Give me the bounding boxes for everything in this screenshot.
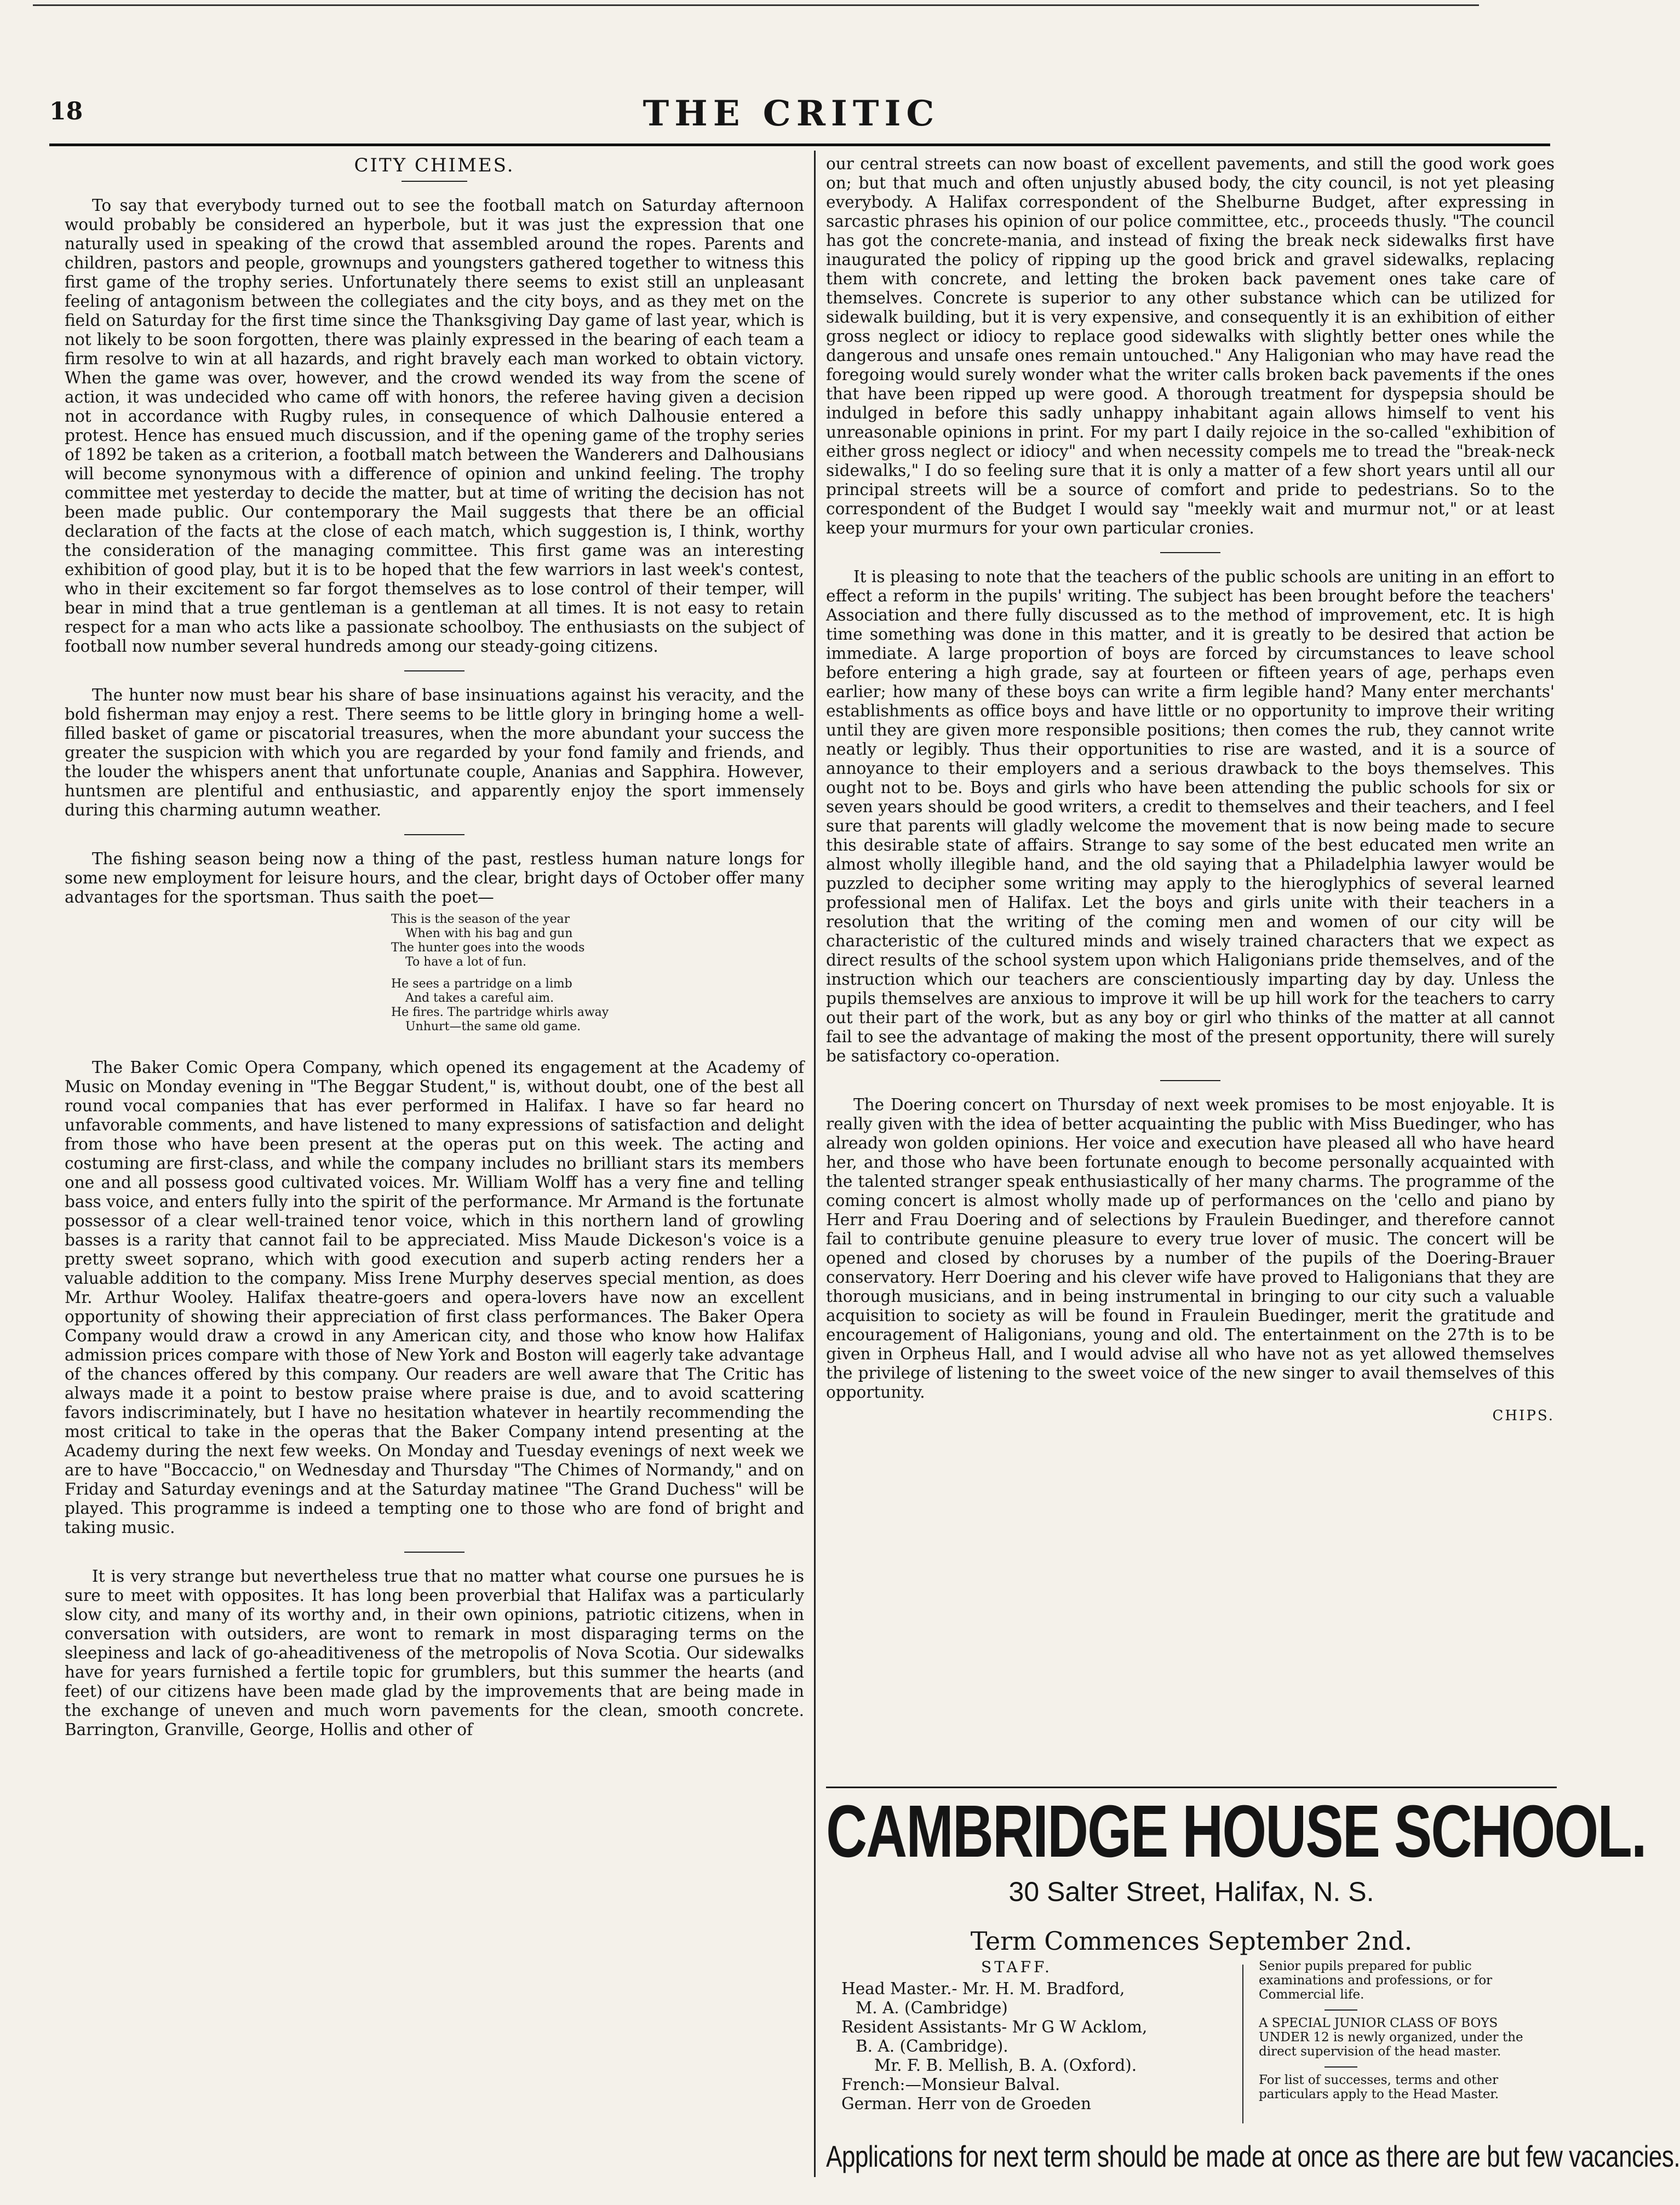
staff-line: Resident Assistants- Mr G W Acklom, <box>841 2018 1148 2036</box>
applications-notice: Applications for next term should be made at once as there are but few vacancies. <box>826 2140 1680 2174</box>
ad-details <box>826 1959 1557 2123</box>
staff-entry <box>841 2018 1192 2056</box>
school-address: 30 Salter Street, Halifax, N. S. <box>1008 1876 1374 1907</box>
staff-line: French:—Monsieur Balval. <box>841 2075 1060 2094</box>
staff-line: German. Herr von de Groeden <box>841 2094 1091 2113</box>
poem-line: He sees a partridge on a limb <box>391 977 572 991</box>
note-senior: Senior pupils prepared for public examinations and professions, or for Commercial life. <box>1259 1959 1493 2002</box>
poem-line: To have a lot of fun. <box>405 955 527 969</box>
header-rule <box>49 143 1550 146</box>
page-number: 18 <box>49 97 83 125</box>
staff-entry <box>841 2056 1192 2075</box>
note-dash <box>1324 2009 1357 2011</box>
poem-stanza <box>391 977 804 1034</box>
staff-entry <box>841 2094 1192 2114</box>
poem <box>391 912 804 1034</box>
staff-entry <box>841 2075 1192 2094</box>
separator <box>404 1552 465 1553</box>
right-column <box>826 154 1555 1430</box>
staff-line: Mr. F. B. Mellish, B. A. (Oxford). <box>874 2056 1137 2075</box>
note-contact: For list of successes, terms and other particulars apply to the Head Master. <box>1259 2073 1499 2101</box>
school-name: CAMBRIDGE HOUSE SCHOOL. <box>826 1790 1646 1873</box>
staff-entry <box>841 1979 1192 2018</box>
separator <box>404 834 465 835</box>
article-hunter: The hunter now must bear his share of base insinuations against his veracity, and the bold fisherman may enjoy a rest. There seems to be little glory in bringing home a well-filled basket of game or piscatorial treasures, when the more abundant your success the greater the suspicion with which you are regarded by your fond family and friends, and the louder the whispers anent that unfortunate couple, Ananias and Sapphira. However, huntsmen are plentiful and enthusiastic, and apparently enjoy the sport immensely during this charming autumn weather. <box>65 686 804 819</box>
term-notice: Term Commences September 2nd. <box>970 1926 1413 1956</box>
title-dash <box>402 181 467 182</box>
signature: CHIPS. <box>1492 1408 1555 1424</box>
staff-heading: STAFF. <box>981 1958 1052 1976</box>
left-column <box>65 154 804 1744</box>
school-advertisement <box>826 1787 1680 2175</box>
poem-line: He fires. The partridge whirls away <box>391 1006 609 1019</box>
staff-line: M. A. (Cambridge) <box>856 1999 1008 2017</box>
note-junior: A SPECIAL JUNIOR CLASS OF BOYS UNDER 12 is newly organized, under the direct supervision of the head master. <box>1259 2016 1523 2059</box>
ad-divider <box>1242 1965 1243 2123</box>
poem-line: The hunter goes into the woods <box>391 941 585 955</box>
poem-line: This is the season of the year <box>391 912 570 926</box>
column-divider <box>814 151 816 2177</box>
article-sidewalks: It is very strange but nevertheless true that no matter what course one pursues he is sure to meet with opposites. It has long been proverbial that Halifax was a particularly slow city, and many of its worthy and, in their own opinions, patriotic citizens, when in conversation with outsiders, are wont to remark in most disparaging terms on the sleepiness and lack of go-aheaditiveness of the metropolis of Nova Scotia. Our sidewalks have for years furnished a fertile topic for grumblers, but this summer the hearts (and feet) of our citizens have been made glad by the improvements that are being made in the exchange of uneven and much worn pavements for the clean, smooth concrete. Barrington, Granville, George, Hollis and other of <box>65 1567 804 1739</box>
staff-line: Head Master.- Mr. H. M. Bradford, <box>841 1979 1125 1998</box>
poem-stanza <box>391 912 804 969</box>
note-dash <box>1324 2066 1357 2068</box>
article-opera: The Baker Comic Opera Company, which opened its engagement at the Academy of Music on Monday evening in "The Beggar Student," is, without doubt, one of the best all round vocal companies that has ever performed in Halifax. I have so far heard no unfavorable comments, and have listened to many expressions of satisfaction and delight from those who have been present at the operas put on this week. The acting and costuming are first-class, and while the company includes no brilliant stars its members one and all possess good cultivated voices. Mr. William Wolff has a very fine and telling bass voice, and enters fully into the spirit of the performance. Mr Armand is the fortunate possessor of a clear well-trained tenor voice, which in this northern land of growling basses is a rarity that cannot fail to be appreciated. Miss Maude Dickeson's voice is a pretty sweet soprano, which with good execution and superb acting renders her a valuable addition to the company. Miss Irene Murphy deserves special mention, as does Mr. Arthur Wooley. Halifax theatre-goers and opera-lovers have now an excellent opportunity of showing their appreciation of first class performances. The Baker Opera Company would draw a crowd in any American city, and those who know how Halifax admission prices compare with those of New York and Boston will eagerly take advantage of the chances offered by this company. Our readers are well aware that The Critic has always made it a point to bestow praise where praise is due, and to avoid scattering favors indiscriminately, but I have no hesitation whatever in heartily recommending the most critical to take in the operas that the Baker Company intend presenting at the Academy during the next few weeks. On Monday and Tuesday evenings of next week we are to have "Boccaccio," on Wednesday and Thursday "The Chimes of Normandy," and on Friday and Saturday evenings and at the Saturday matinee "The Grand Duchess" will be played. This programme is indeed a tempting one to those who are fond of bright and taking music. <box>65 1058 804 1537</box>
article-sidewalks-continued: our central streets can now boast of excellent pavements, and still the good work goes on; but that much and often unjustly abused body, the city council, is not yet pleasing everybody. A Halifax correspondent of the Shelburne Budget, after expressing in sarcastic phrases his opinion of our police committee, etc., proceeds thusly. "The council has got the concrete-mania, and instead of fixing the break neck sidewalks first have inaugurated the policy of ripping up the good brick and gravel sidewalks, replacing them with concrete, and letting the broken back pavement ones take care of themselves. Concrete is superior to any other substance which can be utilized for sidewalk building, but it is very expensive, and consequently it is an exhibition of either gross neglect or idiocy to replace good sidewalks with slightly better ones while the dangerous and unsafe ones remain untouched." Any Haligonian who may have read the foregoing would surely wonder what the writer calls broken back pavements if the ones that have been ripped up were good. A thorough treatment for dyspepsia should be indulged in before this sadly unhappy inhabitant again allows himself to vent his unreasonable opinions in print. For my part I daily rejoice in the so-called "exhibition of either gross neglect or idiocy" and when necessity compels me to tread the "break-neck sidewalks," I do so feeling sure that it is only a matter of a few short years until all our principal streets will be a source of comfort and pride to pedestrians. So to the correspondent of the Budget I would say "meekly wait and murmur not," or at least keep your murmurs for your own particular cronies. <box>826 154 1555 537</box>
staff-line: B. A. (Cambridge). <box>856 2037 1008 2055</box>
staff-list <box>841 1959 1192 2114</box>
poem-line: Unhurt—the same old game. <box>405 1020 581 1033</box>
masthead-title: THE CRITIC <box>643 93 940 134</box>
article-fishing: The fishing season being now a thing of the past, restless human nature longs for some new employment for leisure hours, and the clear, bright days of October offer many advantages for the sportsman. Thus saith the poet— <box>65 849 804 906</box>
article-writing: It is pleasing to note that the teachers of the public schools are uniting in an effort to effect a reform in the pupils' writing. The subject has been brought before the teachers' Association and there fully discussed as to the method of improvement, etc. It is high time something was done in this matter, and it is greatly to be desired that action be immediate. A large proportion of boys are forced by circumstances to leave school before entering a high grade, say at fourteen or fifteen years of age, perhaps even earlier; how many of these boys can write a firm legible hand? Many enter merchants' establishments as office boys and have little or no opportunity to improve their writing until they are given more responsible positions; then comes the rub, they cannot write neatly or legibly. Thus their opportunities to rise are wasted, and it is a source of annoyance to their employers and a serious drawback to the boys themselves. This ought not to be. Boys and girls who have been attending the public schools for six or seven years should be good writers, a credit to themselves and their teachers, and I feel sure that parents will gladly welcome the movement that is now being made to secure this desirable state of affairs. Strange to say some of the best educated men write an almost wholly illegible hand, and the old saying that a Philadelphia lawyer would be puzzled to decipher some writing may apply to the hieroglyphics of several learned professional men of Halifax. Let the boys and girls unite with their teachers in a resolution that the writing of the coming men and women of our city will be characteristic of the cultured minds and wisely trained characters that we expect as direct results of the school system upon which Haligonians pride themselves, and of the instruction which our teachers are conscientiously imparting day by day. Unless the pupils themselves are anxious to improve it will be up hill work for the teachers to carry out their part of the work, but as any boy or girl who thinks of the matter at all cannot fail to see the advantage of making the most of the present opportunity, there will surely be satisfactory co-operation. <box>826 567 1555 1065</box>
separator <box>1160 1080 1220 1081</box>
article-football: To say that everybody turned out to see the football match on Saturday afternoon would probably be considered an hyperbole, but it was just the expression that one naturally used in speaking of the crowd that assembled around the ropes. Parents and children, pastors and people, grownups and youngsters gathered together to witness this first game of the trophy series. Unfortunately there seems to exist still an unpleasant feeling of antagonism between the collegiates and the city boys, and as they met on the field on Saturday for the first time since the Thanksgiving Day game of last year, which is not likely to be soon forgotten, there was plainly expressed in the bearing of each team a firm resolve to win at all hazards, and right bravely each man worked to obtain victory. When the game was over, however, and the crowd wended its way from the scene of action, it was undecided who came off with honors, the referee having given a decision not in accordance with Rugby rules, in consequence of which Dalhousie entered a protest. Hence has ensued much discussion, and if the opening game of the trophy series of 1892 be taken as a criterion, a football match between the Wanderers and Dalhousians will become synonymous with a difference of opinion and unkind feeling. The trophy committee met yesterday to decide the matter, but at time of writing the decision has not been made public. Our contemporary the Mail suggests that there be an official declaration of the facts at the close of each match, which suggestion is, I think, worthy the consideration of the managing committee. This first game was an interesting exhibition of good play, but it is to be hoped that the few warriors in last week's contest, who in their excitement so far forgot themselves as to lose control of their temper, will bear in mind that a true gentleman is a gentleman at all times. It is not easy to retain respect for a man who acts like a passionate schoolboy. The enthusiasts on the subject of football now number several hundreds among our steady-going citizens. <box>65 196 804 656</box>
separator <box>404 670 465 671</box>
top-edge-line <box>33 4 1479 6</box>
poem-line: When with his bag and gun <box>405 927 573 940</box>
article-concert: The Doering concert on Thursday of next week promises to be most enjoyable. It is really given with the idea of better acquainting the public with Miss Buedinger, who has already won golden opinions. Her voice and execution have pleased all who have heard her, and those who have been fortunate enough to become personally acquainted with the talented stranger speak enthusiastically of her many charms. The programme of the coming concert is almost wholly made up of performances on the 'cello and piano by Herr and Frau Doering and of selections by Fraulein Buedinger, and therefore cannot fail to contribute genuine pleasure to every true lover of music. The concert will be opened and closed by choruses by a number of the pupils of the Doering-Brauer conservatory. Herr Doering and his clever wife have proved to Haligonians that they are thorough musicians, and in being instrumental in bringing to our city such a valuable acquisition to society as will be found in Fraulein Buedinger, merit the gratitude and encouragement of Haligonians, young and old. The entertainment on the 27th is to be given in Orpheus Hall, and I would advise all who have not as yet allowed themselves the privilege of listening to the sweet voice of the new singer to avail themselves of this opportunity. <box>826 1095 1555 1402</box>
section-title: CITY CHIMES. <box>354 154 515 176</box>
separator <box>1160 552 1220 553</box>
poem-line: And takes a careful aim. <box>405 991 554 1005</box>
school-notes <box>1259 1959 1549 2109</box>
